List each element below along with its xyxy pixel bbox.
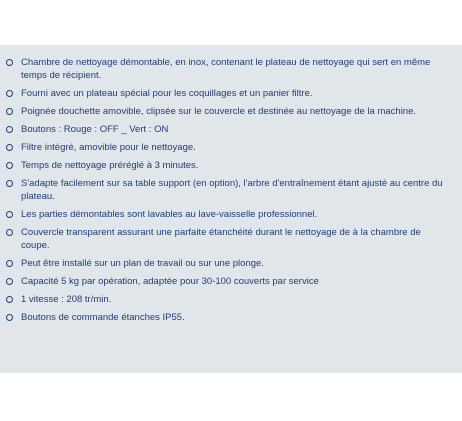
feature-text: Boutons de commande étanches IP55.	[21, 312, 185, 323]
bullet-icon	[6, 126, 13, 133]
bullet-icon	[6, 59, 13, 66]
list-item	[6, 159, 450, 172]
list-item	[6, 56, 450, 82]
list-item	[6, 311, 450, 324]
list-item	[6, 105, 450, 118]
list-item	[6, 226, 450, 252]
bullet-icon	[6, 162, 13, 169]
bullet-icon	[6, 90, 13, 97]
list-item	[6, 87, 450, 100]
feature-text: Poignée douchette amovible, clipsée sur le couvercle et destinée au nettoyage de la machine.	[21, 106, 417, 117]
list-item	[6, 257, 450, 270]
feature-text: Boutons : Rouge : OFF _ Vert : ON	[21, 124, 169, 135]
bullet-icon	[6, 314, 13, 321]
bullet-icon	[6, 144, 13, 151]
list-item	[6, 141, 450, 154]
feature-text: 1 vitesse : 208 tr/min.	[21, 294, 112, 305]
bullet-icon	[6, 260, 13, 267]
list-item	[6, 208, 450, 221]
feature-text: Peut être installé sur un plan de travail ou sur une plonge.	[21, 258, 264, 269]
feature-text: Chambre de nettoyage démontable, en inox, contenant le plateau de nettoyage qui sert en même temps de récipient.	[21, 57, 431, 81]
feature-text: S'adapte facilement sur sa table support (en option), l'arbre d'entraînement étant ajusté au centre du plateau.	[21, 178, 443, 202]
bullet-icon	[6, 108, 13, 115]
feature-text: Couvercle transparent assurant une parfaite étanchéité durant le nettoyage de à la chambre de coupe.	[21, 227, 421, 251]
features-panel	[0, 45, 462, 373]
bullet-icon	[6, 211, 13, 218]
feature-text: Fourni avec un plateau spécial pour les coquillages et un panier filtre.	[21, 88, 313, 99]
feature-text: Filtre intégré, amovible pour le nettoyage.	[21, 142, 196, 153]
feature-list	[6, 56, 450, 324]
feature-text: Temps de nettoyage préréglé à 3 minutes.	[21, 160, 199, 171]
bullet-icon	[6, 180, 13, 187]
bullet-icon	[6, 278, 13, 285]
feature-text: Capacité 5 kg par opération, adaptée pour 30-100 couverts par service	[21, 276, 319, 287]
list-item	[6, 177, 450, 203]
list-item	[6, 123, 450, 136]
feature-text: Les parties démontables sont lavables au lave-vaisselle professionnel.	[21, 209, 318, 220]
bullet-icon	[6, 296, 13, 303]
bullet-icon	[6, 229, 13, 236]
list-item	[6, 293, 450, 306]
list-item	[6, 275, 450, 288]
